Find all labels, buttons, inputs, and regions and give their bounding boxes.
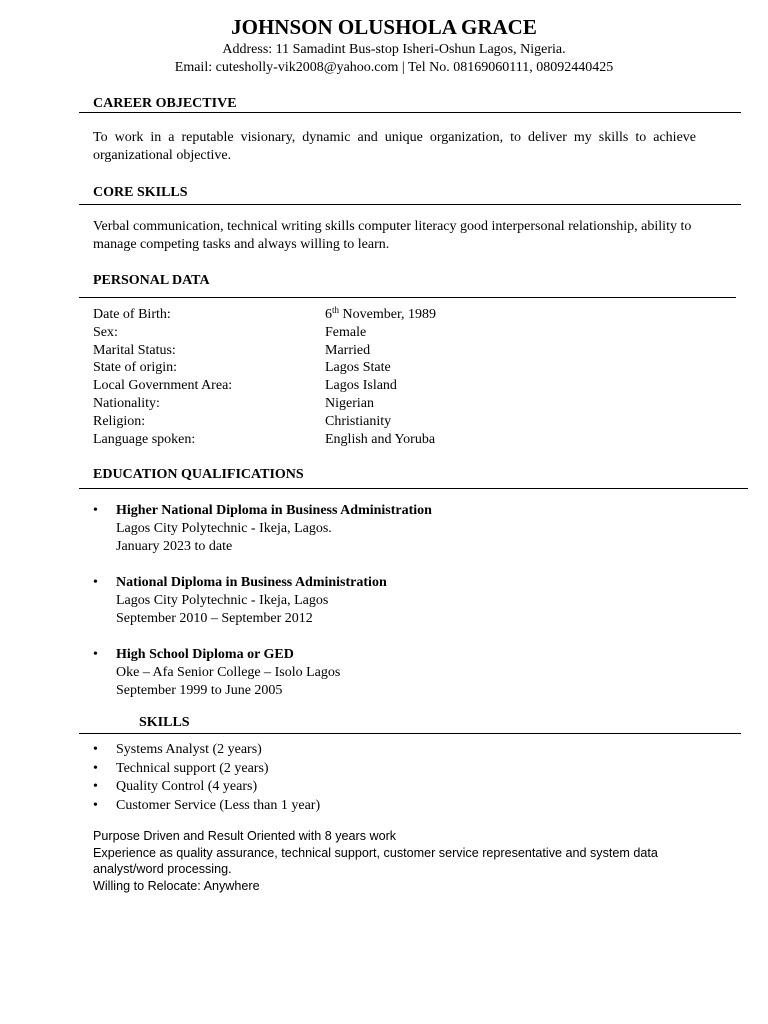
summary-line: Purpose Driven and Result Oriented with 8 years work xyxy=(93,829,397,843)
bullet-icon: • xyxy=(93,647,98,662)
applicant-name: JOHNSON OLUSHOLA GRACE xyxy=(231,15,537,39)
skill-label: Systems Analyst (2 years) xyxy=(116,742,262,757)
bullet-icon: • xyxy=(93,797,98,813)
personal-data-value: English and Yoruba xyxy=(325,431,436,447)
personal-data-key: Marital Status: xyxy=(93,342,176,358)
section-divider xyxy=(79,112,741,113)
skill-label: Technical support (2 years) xyxy=(116,760,269,776)
personal-data-value: Lagos Island xyxy=(325,378,397,394)
section-divider xyxy=(79,488,748,489)
personal-data-heading: PERSONAL DATA xyxy=(93,273,210,288)
personal-data-row xyxy=(93,342,593,360)
personal-data-row xyxy=(93,359,593,377)
skill-label: Customer Service (Less than 1 year) xyxy=(116,797,321,813)
personal-data-row xyxy=(93,324,593,342)
section-divider xyxy=(79,297,736,298)
relocation-line: Willing to Relocate: Anywhere xyxy=(93,879,260,894)
education-dates: January 2023 to date xyxy=(116,539,233,554)
section-divider xyxy=(79,204,741,205)
personal-data-row xyxy=(93,413,593,431)
skills-list xyxy=(93,741,593,815)
personal-data-value: Married xyxy=(325,342,371,358)
education-school: Lagos City Polytechnic - Ikeja, Lagos xyxy=(116,593,329,608)
list-item xyxy=(93,760,593,779)
personal-data-row xyxy=(93,395,593,413)
personal-data-key: Language spoken: xyxy=(93,431,196,447)
list-item xyxy=(93,778,593,797)
personal-data-key: Religion: xyxy=(93,413,146,429)
personal-data-key: Date of Birth: xyxy=(93,307,171,322)
education-dates: September 2010 – September 2012 xyxy=(116,611,313,626)
education-school: Lagos City Polytechnic - Ikeja, Lagos. xyxy=(116,521,332,536)
personal-data-value: Christianity xyxy=(325,413,392,429)
summary-block xyxy=(93,828,713,895)
personal-data-key: Nationality: xyxy=(93,395,160,411)
contact-line: Email: cutesholly-vik2008@yahoo.com | Tel No. 08169060111, 08092440425 xyxy=(174,60,614,75)
list-item xyxy=(93,741,593,760)
education-dates: September 1999 to June 2005 xyxy=(116,683,283,698)
skill-label: Quality Control (4 years) xyxy=(116,779,258,794)
personal-data-row xyxy=(93,306,593,324)
bullet-icon: • xyxy=(93,575,98,590)
bullet-icon: • xyxy=(93,760,98,776)
personal-data-value: Female xyxy=(325,324,367,340)
personal-data-key: State of origin: xyxy=(93,360,177,376)
core-skills-text: Verbal communication, technical writing skills computer literacy good interpersonal relationship, ability to manage competing tasks and always willing to learn. xyxy=(93,219,692,252)
bullet-icon: • xyxy=(93,779,98,794)
education-degree: National Diploma in Business Administration xyxy=(116,575,387,590)
bullet-icon: • xyxy=(93,742,98,757)
personal-data-value: Lagos State xyxy=(325,360,391,376)
core-skills-heading: CORE SKILLS xyxy=(93,185,188,200)
skills-heading: SKILLS xyxy=(139,715,190,730)
list-item xyxy=(93,797,593,816)
personal-data-value: 6th November, 1989 xyxy=(325,305,437,322)
personal-data-table xyxy=(93,306,593,448)
education-school: Oke – Afa Senior College – Isolo Lagos xyxy=(116,665,341,680)
personal-data-key: Sex: xyxy=(93,324,118,340)
education-degree: Higher National Diploma in Business Administration xyxy=(116,503,432,518)
section-divider xyxy=(79,733,741,734)
personal-data-row xyxy=(93,431,593,449)
bullet-icon: • xyxy=(93,503,98,518)
education-degree: High School Diploma or GED xyxy=(116,647,294,662)
address-line: Address: 11 Samadint Bus-stop Isheri-Oshun Lagos, Nigeria. xyxy=(222,42,566,57)
education-heading: EDUCATION QUALIFICATIONS xyxy=(93,467,304,482)
career-objective-text: To work in a reputable visionary, dynamic and unique organization, to deliver my skills to achieve organizational objective. xyxy=(93,130,696,163)
summary-line: Experience as quality assurance, technical support, customer service representative and system data analyst/word processing. xyxy=(93,845,658,877)
personal-data-key: Local Government Area: xyxy=(93,378,233,394)
personal-data-value: Nigerian xyxy=(325,395,374,411)
career-objective-heading: CAREER OBJECTIVE xyxy=(93,96,237,111)
personal-data-row xyxy=(93,377,593,395)
